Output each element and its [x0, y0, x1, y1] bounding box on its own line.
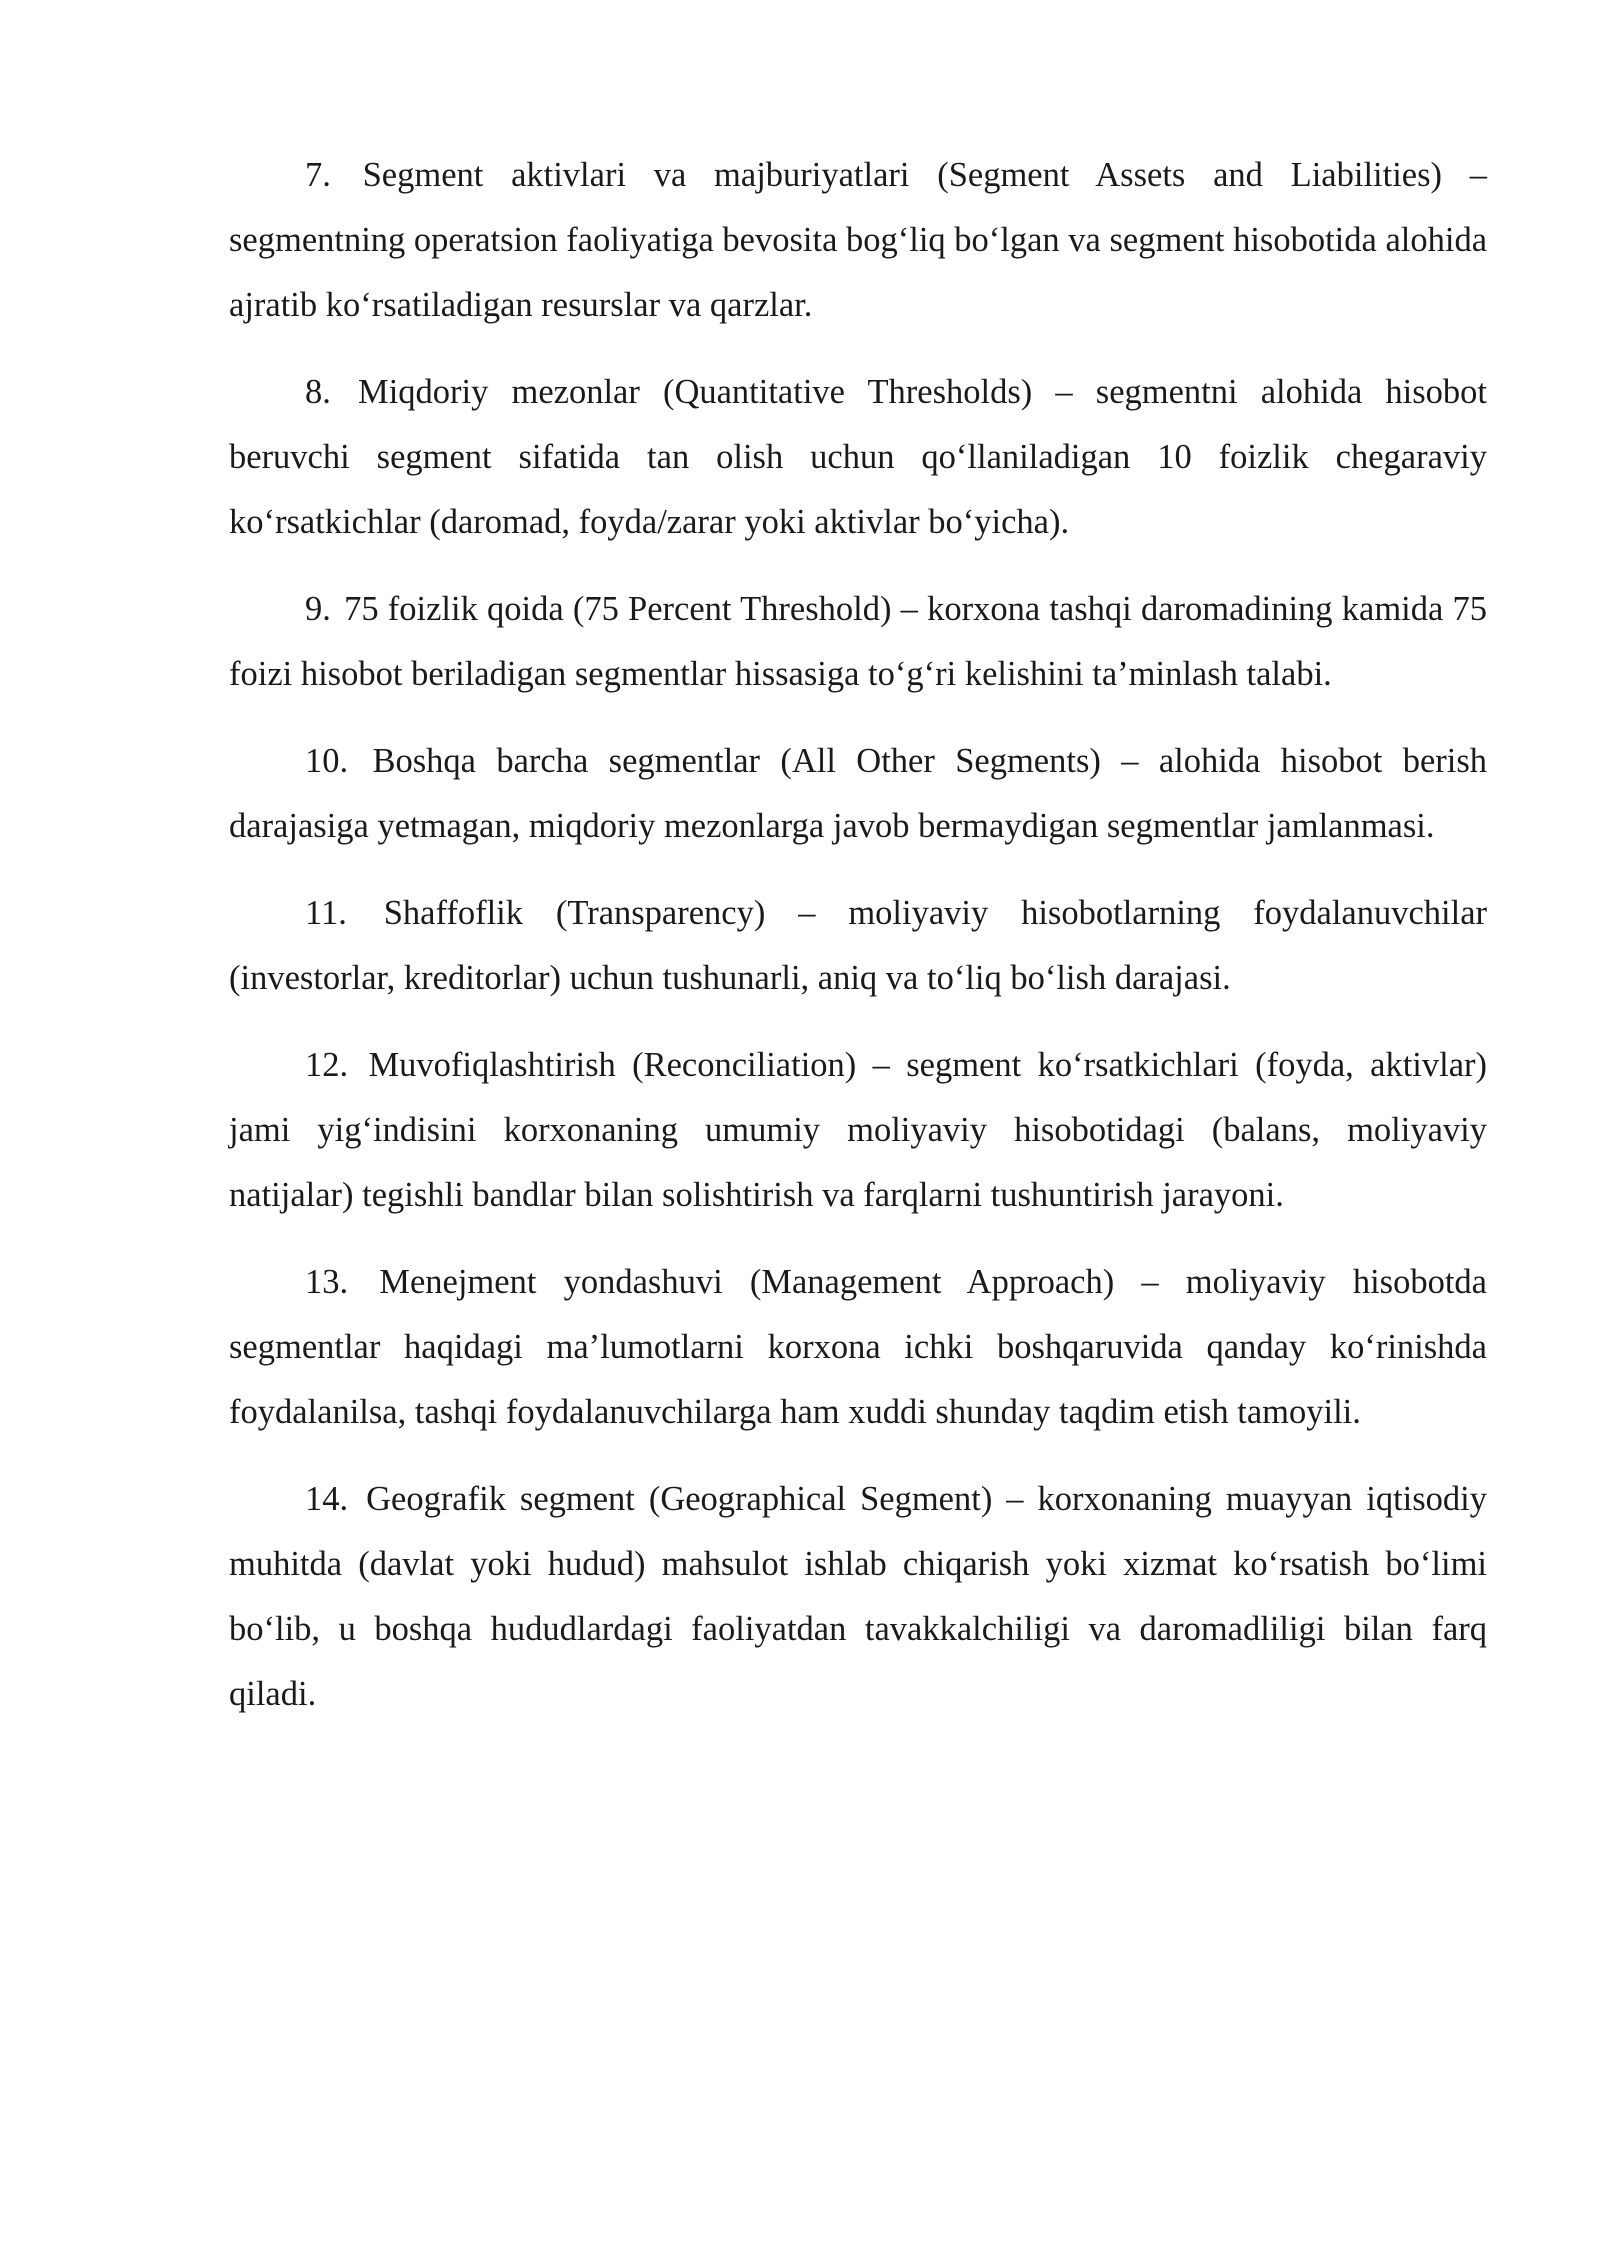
definition-item-13 — [229, 1250, 1487, 1445]
item-text: Shaffoflik (Transparency) – moliyaviy hisobotlarning foydalanuvchilar (investorlar, kreditorlar) uchun tushunarli, aniq va to‘liq bo‘lish darajasi. — [229, 894, 1488, 997]
item-number: 10. — [305, 742, 349, 780]
item-number: 13. — [305, 1263, 349, 1301]
definition-item-14 — [229, 1467, 1487, 1727]
item-text: Geografik segment (Geographical Segment) – korxonaning muayyan iqtisodiy muhitda (davlat yoki hudud) mahsulot ishlab chiqarish yoki xizmat ko‘rsatish bo‘limi bo‘lib, u boshqa hududlardagi faoliyatdan tavakkalchiligi va daromadliligi bilan farq qiladi. — [229, 1480, 1488, 1713]
item-number: 14. — [305, 1480, 349, 1518]
item-text: Segment aktivlari va majburiyatlari (Segment Assets and Liabilities) – segmentning operatsion faoliyatiga bevosita bog‘liq bo‘lgan va segment hisobotida alohida ajratib ko‘rsatiladigan resurslar va qarzlar. — [229, 156, 1488, 324]
definition-item-10 — [229, 729, 1487, 859]
item-number: 7. — [305, 156, 331, 194]
item-number: 12. — [305, 1046, 349, 1084]
definition-item-11 — [229, 881, 1487, 1011]
item-text: Muvofiqlashtirish (Reconciliation) – segment ko‘rsatkichlari (foyda, aktivlar) jami yig‘indisini korxonaning umumiy moliyaviy hisobotidagi (balans, moliyaviy natijalar) tegishli bandlar bilan solishtirish va farqlarni tushuntirish jarayoni. — [229, 1046, 1488, 1214]
definition-item-7 — [229, 143, 1487, 338]
document-body — [229, 143, 1487, 1749]
definition-item-12 — [229, 1033, 1487, 1228]
item-text: Menejment yondashuvi (Management Approach) – moliyaviy hisobotda segmentlar haqidagi ma’lumotlarni korxona ichki boshqaruvida qanday ko‘rinishda foydalanilsa, tashqi foydalanuvchilarga ham xuddi shunday taqdim etish tamoyili. — [229, 1263, 1487, 1431]
definition-item-8 — [229, 360, 1487, 555]
item-text: Boshqa barcha segmentlar (All Other Segments) – alohida hisobot berish darajasiga yetmagan, miqdoriy mezonlarga javob bermaydigan segmentlar jamlanmasi. — [229, 742, 1488, 845]
item-number: 9. — [305, 590, 331, 628]
definition-item-9 — [229, 577, 1487, 707]
item-number: 8. — [305, 373, 331, 411]
item-number: 11. — [305, 894, 347, 932]
item-text: Miqdoriy mezonlar (Quantitative Thresholds) – segmentni alohida hisobot beruvchi segment sifatida tan olish uchun qo‘llaniladigan 10 foizlik chegaraviy ko‘rsatkichlar (daromad, foyda/zarar yoki aktivlar bo‘yicha). — [229, 373, 1488, 541]
item-text: 75 foizlik qoida (75 Percent Threshold) – korxona tashqi daromadining kamida 75 foizi hisobot beriladigan segmentlar hissasiga to‘g‘ri kelishini ta’minlash talabi. — [229, 590, 1487, 693]
